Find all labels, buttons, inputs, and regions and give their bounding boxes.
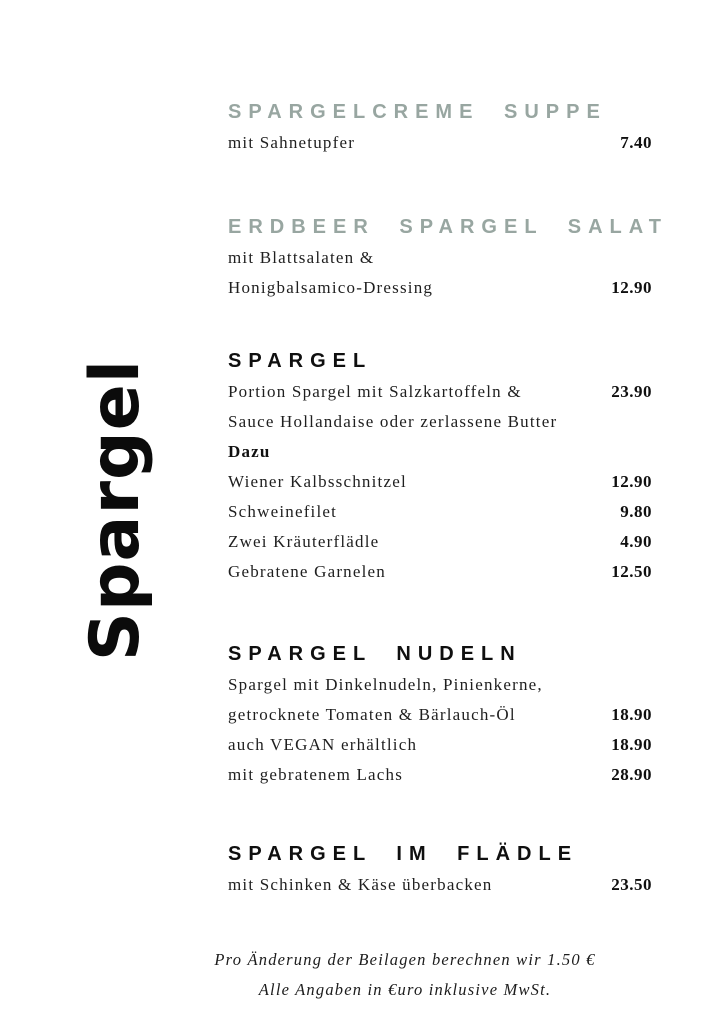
item-price: 18.90 bbox=[611, 705, 652, 724]
item-price: 23.90 bbox=[611, 382, 652, 401]
menu-item-row bbox=[228, 244, 652, 271]
section-title: SPARGEL NUDELN bbox=[228, 643, 522, 665]
section-title: SPARGELCREME SUPPE bbox=[228, 101, 607, 123]
menu-item-row bbox=[228, 871, 652, 898]
menu-item-row bbox=[228, 468, 652, 495]
item-price: 23.50 bbox=[611, 875, 652, 894]
item-description: Sauce Hollandaise oder zerlassene Butter bbox=[228, 412, 558, 431]
menu-item-row bbox=[228, 274, 652, 301]
item-description: mit Schinken & Käse überbacken bbox=[228, 875, 493, 894]
menu-item-row bbox=[228, 129, 652, 156]
item-description: Dazu bbox=[228, 442, 271, 461]
menu-item-row bbox=[228, 558, 652, 585]
item-description: Gebratene Garnelen bbox=[228, 562, 386, 581]
menu-item-row bbox=[228, 701, 652, 728]
menu-item-row bbox=[228, 378, 652, 405]
menu-item-row bbox=[228, 731, 652, 758]
menu-item-row bbox=[228, 408, 652, 435]
item-description: Portion Spargel mit Salzkartoffeln & bbox=[228, 382, 522, 401]
section-title: ERDBEER SPARGEL SALAT bbox=[228, 216, 668, 238]
menu-section bbox=[228, 843, 652, 898]
item-description: auch VEGAN erhältlich bbox=[228, 735, 418, 754]
item-price: 7.40 bbox=[620, 133, 652, 152]
item-description: mit gebratenem Lachs bbox=[228, 765, 404, 784]
menu-section bbox=[228, 101, 652, 156]
item-description: Honigbalsamico-Dressing bbox=[228, 278, 434, 297]
menu-item-row bbox=[228, 761, 652, 788]
item-price: 12.90 bbox=[611, 472, 652, 491]
menu-item-row bbox=[228, 528, 652, 555]
section-title: SPARGEL IM FLÄDLE bbox=[228, 843, 579, 865]
item-price: 28.90 bbox=[611, 765, 652, 784]
menu-section bbox=[228, 350, 652, 585]
item-description: Zwei Kräuterflädle bbox=[228, 532, 380, 551]
footer-note-surcharge: Pro Änderung der Beilagen berechnen wir 1.50 € bbox=[214, 950, 596, 969]
item-description: Wiener Kalbsschnitzel bbox=[228, 472, 407, 491]
item-price: 9.80 bbox=[620, 502, 652, 521]
footer-note-vat: Alle Angaben in €uro inklusive MwSt. bbox=[258, 980, 552, 999]
item-price: 18.90 bbox=[611, 735, 652, 754]
item-description: Schweinefilet bbox=[228, 502, 338, 521]
menu-item-row bbox=[228, 438, 652, 465]
item-description: Spargel mit Dinkelnudeln, Pinienkerne, bbox=[228, 675, 543, 694]
menu-item-row bbox=[228, 498, 652, 525]
vertical-page-title: Spargel bbox=[75, 358, 155, 662]
section-title: SPARGEL bbox=[228, 350, 373, 372]
menu-section bbox=[228, 216, 668, 301]
item-description: mit Sahnetupfer bbox=[228, 133, 356, 152]
menu-section bbox=[228, 643, 652, 788]
menu-item-row bbox=[228, 671, 652, 698]
item-price: 4.90 bbox=[620, 532, 652, 551]
item-description: getrocknete Tomaten & Bärlauch-Öl bbox=[228, 705, 516, 724]
item-description: mit Blattsalaten & bbox=[228, 248, 375, 267]
item-price: 12.90 bbox=[611, 278, 652, 297]
menu-footer bbox=[130, 945, 680, 1005]
item-price: 12.50 bbox=[611, 562, 652, 581]
